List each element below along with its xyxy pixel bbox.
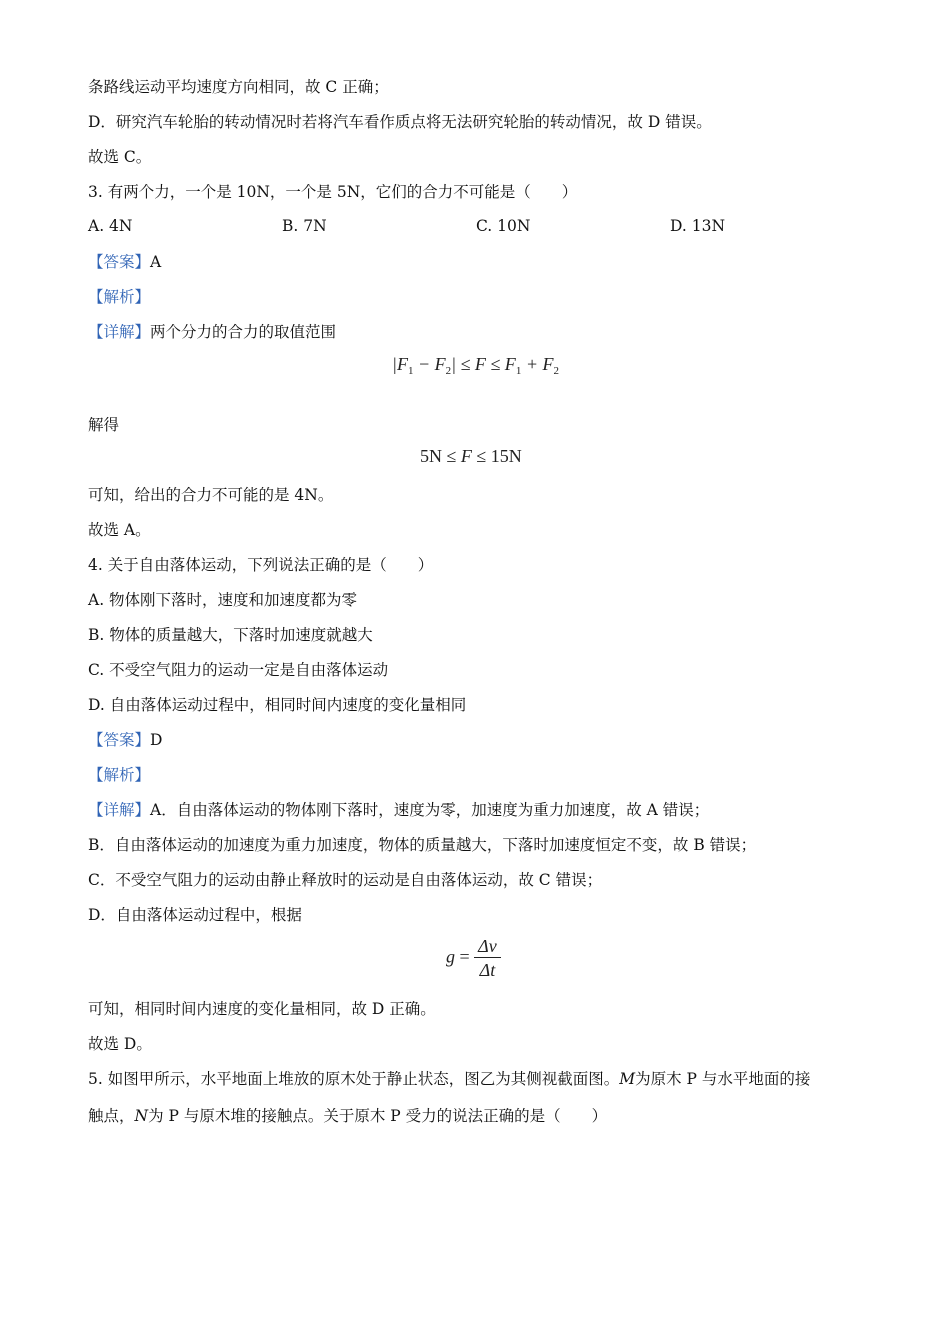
question-5: 5. 如图甲所示，水平地面上堆放的原木处于静止状态，图乙为其侧视截面图。M为原木 P 与水平地面的接 bbox=[88, 1070, 811, 1088]
question-3: 3. 有两个力，一个是 10N，一个是 5N，它们的合力不可能是（ ） bbox=[88, 183, 578, 201]
q4-option-c: C. 不受空气阻力的运动一定是自由落体运动 bbox=[88, 661, 389, 679]
text-line: B．自由落体运动的加速度为重力加速度，物体的质量越大，下落时加速度恒定不变，故 B 错误； bbox=[88, 836, 757, 854]
detail-line bbox=[88, 321, 336, 343]
answer-value: A bbox=[150, 253, 162, 271]
answer-line bbox=[88, 251, 161, 273]
detail-tag: 【详解】 bbox=[88, 801, 151, 819]
text-line: 解得 bbox=[88, 416, 120, 434]
answer-value: D bbox=[150, 731, 163, 749]
text-line: 故选 C。 bbox=[88, 148, 152, 166]
q4-option-b: B. 物体的质量越大，下落时加速度就越大 bbox=[88, 626, 373, 644]
q3-option-c: C. 10N bbox=[476, 217, 531, 235]
question-5-cont: 触点，N为 P 与原木堆的接触点。关于原木 P 受力的说法正确的是（ ） bbox=[88, 1107, 608, 1125]
detail-tag: 【详解】 bbox=[88, 323, 151, 341]
detail-text: A．自由落体运动的物体刚下落时，速度为零，加速度为重力加速度，故 A 错误； bbox=[150, 801, 710, 819]
q4-option-a: A. 物体刚下落时，速度和加速度都为零 bbox=[88, 591, 358, 609]
text-line: 故选 D。 bbox=[88, 1035, 152, 1053]
answer-tag: 【答案】 bbox=[88, 731, 151, 749]
formula-result: 5N ≤ F ≤ 15N bbox=[420, 446, 522, 466]
q3-option-b: B. 7N bbox=[282, 217, 327, 235]
question-4: 4. 关于自由落体运动，下列说法正确的是（ ） bbox=[88, 556, 434, 574]
q3-option-d: D. 13N bbox=[670, 217, 726, 235]
answer-tag: 【答案】 bbox=[88, 253, 151, 271]
text-line: C．不受空气阻力的运动由静止释放时的运动是自由落体运动，故 C 错误； bbox=[88, 871, 603, 889]
q3-option-a: A. 4N bbox=[88, 217, 133, 235]
analysis-line bbox=[88, 764, 150, 786]
text-line: 可知，给出的合力不可能的是 4N。 bbox=[88, 486, 334, 504]
analysis-line bbox=[88, 286, 150, 308]
text-line: 故选 A。 bbox=[88, 521, 151, 539]
answer-line bbox=[88, 729, 162, 751]
formula-resultant-range: $|F_1 - F_2| \le F \le F_1 + F_2$ bbox=[392, 354, 559, 377]
analysis-tag: 【解析】 bbox=[88, 288, 151, 306]
symbol-m: M bbox=[619, 1070, 636, 1088]
text-line: D．自由落体运动过程中，根据 bbox=[88, 906, 302, 924]
formula-acceleration: g = $\frac{\Delta v}{\Delta t}$ bbox=[446, 935, 501, 982]
detail-text: 两个分力的合力的取值范围 bbox=[150, 323, 337, 341]
q4-option-d: D. 自由落体运动过程中，相同时间内速度的变化量相同 bbox=[88, 696, 467, 714]
analysis-tag: 【解析】 bbox=[88, 766, 151, 784]
detail-line bbox=[88, 799, 709, 821]
text-line: 条路线运动平均速度方向相同，故 C 正确； bbox=[88, 78, 389, 96]
text-line: 可知，相同时间内速度的变化量相同，故 D 正确。 bbox=[88, 1000, 436, 1018]
symbol-n: N bbox=[134, 1107, 149, 1125]
text-line: D．研究汽车轮胎的转动情况时若将汽车看作质点将无法研究轮胎的转动情况，故 D 错误。 bbox=[88, 113, 712, 131]
